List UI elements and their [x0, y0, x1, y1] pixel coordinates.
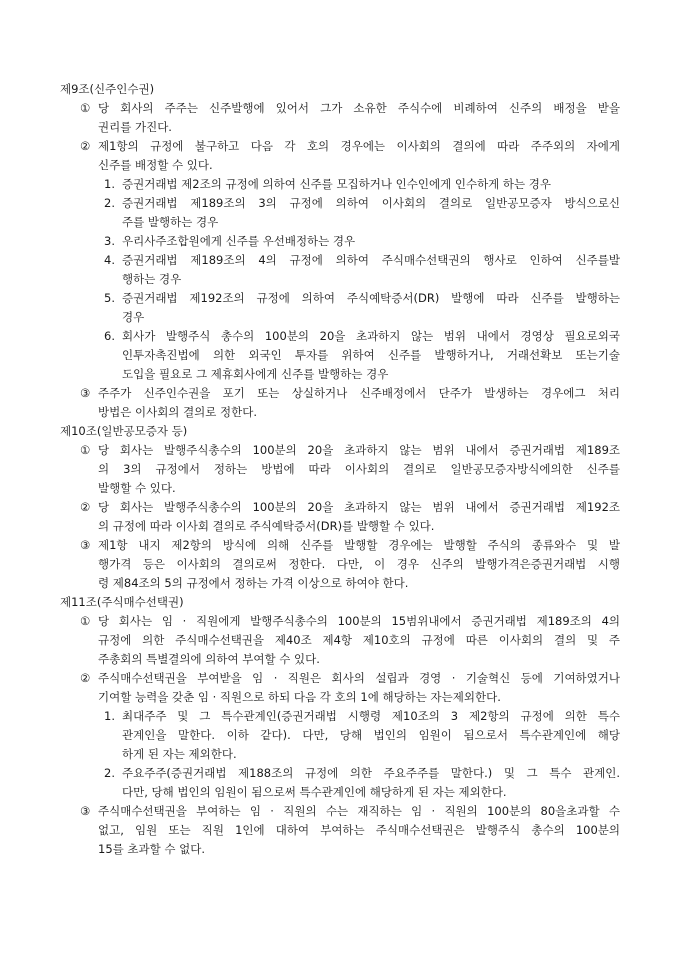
article-10-item-3-line-1: 제1항 내지 제2항의 방식에 의해 신주를 발행할 경우에는 발행할 주식의 종류와수 및 발	[98, 538, 620, 552]
article-10-item-1-line-3: 발행할 수 있다.	[98, 481, 176, 495]
article-9-sub-6-marker: 6.	[104, 329, 115, 343]
article-11-item-2-line-1: 주식매수선택권을 부여받을 임 · 직원은 회사의 설립과 경영 · 기술혁신 등에 기여하였거나	[98, 671, 620, 685]
article-11-sub-2-marker: 2.	[104, 766, 115, 780]
article-9-item-3-line-1: 주주가 신주인수권을 포기 또는 상실하거나 신주배정에서 단주가 발생하는 경우에그 처리	[98, 386, 620, 400]
article-11-sub-2-line-1: 주요주주(증권거래법 제188조의 규정에 의한 주요주주를 말한다.) 및 그 특수 관계인.	[122, 766, 620, 780]
article-11-item-2-line-2: 기여할 능력을 갖춘 임 · 직원으로 하되 다음 각 호의 1에 해당하는 자는제외한다.	[98, 690, 501, 704]
article-9-sub-6-line-2: 인투자촉진법에 의한 외국인 투자를 위하여 신주를 발행하거나, 거래선확보 또는기술	[122, 348, 620, 362]
article-11-item-1-line-1: 당 회사는 임 · 직원에게 발행주식총수의 100분의 15범위내에서 증권거래법 제189조의 4의	[98, 614, 620, 628]
article-11-sub-1-marker: 1.	[104, 709, 115, 723]
article-11-item-1-line-3: 주총회의 특별결의에 의하여 부여할 수 있다.	[98, 652, 320, 666]
article-9-sub-4-marker: 4.	[104, 253, 115, 267]
article-9-sub-1-line-1: 증권거래법 제2조의 규정에 의하여 신주를 모집하거나 인수인에게 인수하게 하는 경우	[122, 177, 552, 191]
article-11-item-3-marker: ③	[80, 804, 91, 818]
article-11-sub-2-line-2: 다만, 당해 법인의 임원이 됨으로써 특수관계인에 해당하게 된 자는 제외한다.	[122, 785, 507, 799]
article-11-item-3-line-3: 15를 초과할 수 없다.	[98, 842, 206, 856]
article-11-item-2-marker: ②	[80, 671, 91, 685]
article-9-sub-3-line-1: 우리사주조합원에게 신주를 우선배정하는 경우	[122, 234, 356, 248]
article-9-sub-2-marker: 2.	[104, 196, 115, 210]
article-9-item-1-marker: ①	[80, 101, 91, 115]
article-9-sub-4-line-1: 증권거래법 제189조의 4의 규정에 의하여 주식매수선택권의 행사로 인하여 신주를발	[122, 253, 620, 267]
article-11-sub-1-line-1: 최대주주 및 그 특수관계인(증권거래법 시행령 제10조의 3 제2항의 규정에 의한 특수	[122, 709, 620, 723]
article-9-item-1-line-2: 권리를 가진다.	[98, 120, 172, 134]
article-9-sub-2-line-1: 증권거래법 제189조의 3의 규정에 의하여 이사회의 결의로 일반공모증자 방식으로신	[122, 196, 620, 210]
article-10-item-1-line-2: 의 3의 규정에서 정하는 방법에 따라 이사회의 결의로 일반공모증자방식에의한 신주를	[98, 462, 620, 476]
article-9-item-2-marker: ②	[80, 139, 91, 153]
article-10-item-2-line-1: 당 회사는 발행주식총수의 100분의 20을 초과하지 않는 범위 내에서 증권거래법 제192조	[98, 500, 620, 514]
article-11-title: 제11조(주식매수선택권)	[60, 595, 184, 609]
article-11-item-1-line-2: 규정에 의한 주식매수선택권을 제40조 제4항 제10호의 규정에 따른 이사회의 결의 및 주	[98, 633, 620, 647]
article-9-sub-5-line-1: 증권거래법 제192조의 규정에 의하여 주식예탁증서(DR) 발행에 따라 신주를 발행하는	[122, 291, 620, 305]
article-9-title: 제9조(신주인수권)	[60, 82, 155, 96]
article-10-item-1-line-1: 당 회사는 발행주식총수의 100분의 20을 초과하지 않는 범위 내에서 증권거래법 제189조	[98, 443, 620, 457]
article-10-item-1-marker: ①	[80, 443, 91, 457]
article-9-sub-6-line-3: 도입을 필요로 그 제휴회사에게 신주를 발행하는 경우	[122, 367, 389, 381]
article-9-sub-4-line-2: 행하는 경우	[122, 272, 182, 286]
article-9-sub-5-marker: 5.	[104, 291, 115, 305]
article-9-sub-6-line-1: 회사가 발행주식 총수의 100분의 20을 초과하지 않는 범위 내에서 경영상 필요로외국	[122, 329, 620, 343]
article-9-item-3-line-2: 방법은 이사회의 결의로 정한다.	[98, 405, 258, 419]
article-10-item-2-marker: ②	[80, 500, 91, 514]
article-11-item-1-marker: ①	[80, 614, 91, 628]
article-11-item-3-line-1: 주식매수선택권을 부여하는 임 · 직원의 수는 재직하는 임 · 직원의 100분의 80을초과할 수	[98, 804, 620, 818]
article-11-sub-1-line-2: 관계인을 말한다. 이하 같다). 다만, 당해 법인의 임원이 됨으로서 특수관계인에 해당	[122, 728, 620, 742]
article-9-item-3-marker: ③	[80, 386, 91, 400]
article-10-item-2-line-2: 의 규정에 따라 이사회 결의로 주식예탁증서(DR)를 발행할 수 있다.	[98, 519, 435, 533]
article-11-item-3-line-2: 없고, 임원 또는 직원 1인에 대하여 부여하는 주식매수선택권은 발행주식 총수의 100분의	[98, 823, 620, 837]
article-10-item-3-line-3: 령 제84조의 5의 규정에서 정하는 가격 이상으로 하여야 한다.	[98, 576, 409, 590]
article-10-title: 제10조(일반공모증자 등)	[60, 424, 188, 438]
article-11-sub-1-line-3: 하게 된 자는 제외한다.	[122, 747, 237, 761]
article-10-item-3-line-2: 행가격 등은 이사회의 결의로써 정한다. 다만, 이 경우 신주의 발행가격은증권거래법 시행	[98, 557, 620, 571]
article-9-sub-3-marker: 3.	[104, 234, 115, 248]
article-9-sub-1-marker: 1.	[104, 177, 115, 191]
article-10-item-3-marker: ③	[80, 538, 91, 552]
article-9-sub-5-line-2: 경우	[122, 310, 145, 324]
article-9-sub-2-line-2: 주를 발행하는 경우	[122, 215, 219, 229]
article-9-item-1-line-1: 당 회사의 주주는 신주발행에 있어서 그가 소유한 주식수에 비례하여 신주의 배정을 받을	[98, 101, 620, 115]
article-9-item-2-line-2: 신주를 배정할 수 있다.	[98, 158, 213, 172]
article-9-item-2-line-1: 제1항의 규정에 불구하고 다음 각 호의 경우에는 이사회의 결의에 따라 주주외의 자에게	[98, 139, 620, 153]
